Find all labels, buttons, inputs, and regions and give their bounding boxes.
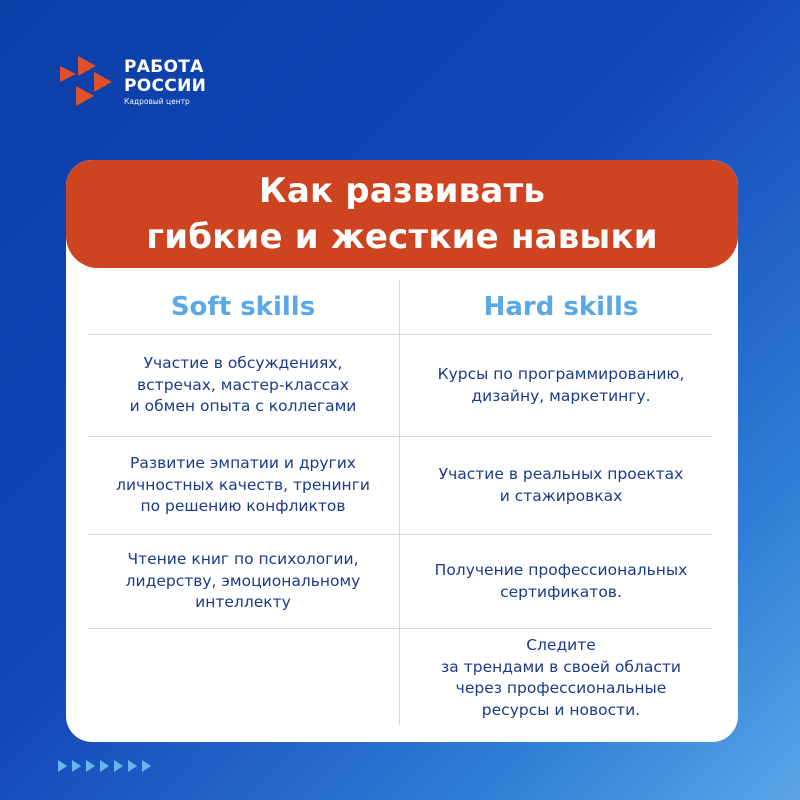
brand-text bbox=[124, 58, 206, 108]
decorative-arrows-icon bbox=[58, 757, 178, 773]
hard-skill-cell: Следите за трендами в своей области через профессиональные ресурсы и новости. bbox=[441, 636, 681, 719]
title-line-2: гибкие и жесткие навыки bbox=[146, 217, 658, 257]
column-divider bbox=[399, 280, 400, 725]
brand-subtitle: Кадровый центр bbox=[124, 97, 190, 106]
soft-skill-cell: Чтение книг по психологии, лидерству, эмоциональному интеллекту bbox=[125, 550, 361, 612]
title-line-1: Как развивать bbox=[258, 171, 546, 211]
skills-card bbox=[66, 160, 738, 742]
brand-logo bbox=[58, 52, 258, 112]
soft-skills-header: Soft skills bbox=[170, 292, 316, 322]
hard-skill-cell: Получение профессиональных сертификатов. bbox=[434, 561, 688, 601]
hard-skills-header: Hard skills bbox=[483, 292, 639, 322]
brand-logo-icon bbox=[58, 52, 114, 108]
soft-skill-cell: Участие в обсуждениях, встречах, мастер-классах и обмен опыта с коллегами bbox=[129, 354, 357, 416]
hard-skill-cell: Участие в реальных проектах и стажировках bbox=[438, 465, 684, 505]
card-header bbox=[66, 160, 738, 268]
brand-line-1: РАБОТА bbox=[124, 57, 204, 77]
soft-skill-cell: Развитие эмпатии и других личностных качеств, тренинги по решению конфликтов bbox=[116, 454, 370, 516]
soft-skill-cell-empty bbox=[88, 629, 398, 727]
hard-skill-cell: Курсы по программированию, дизайну, маркетингу. bbox=[437, 365, 685, 405]
brand-line-2: РОССИИ bbox=[124, 76, 207, 96]
